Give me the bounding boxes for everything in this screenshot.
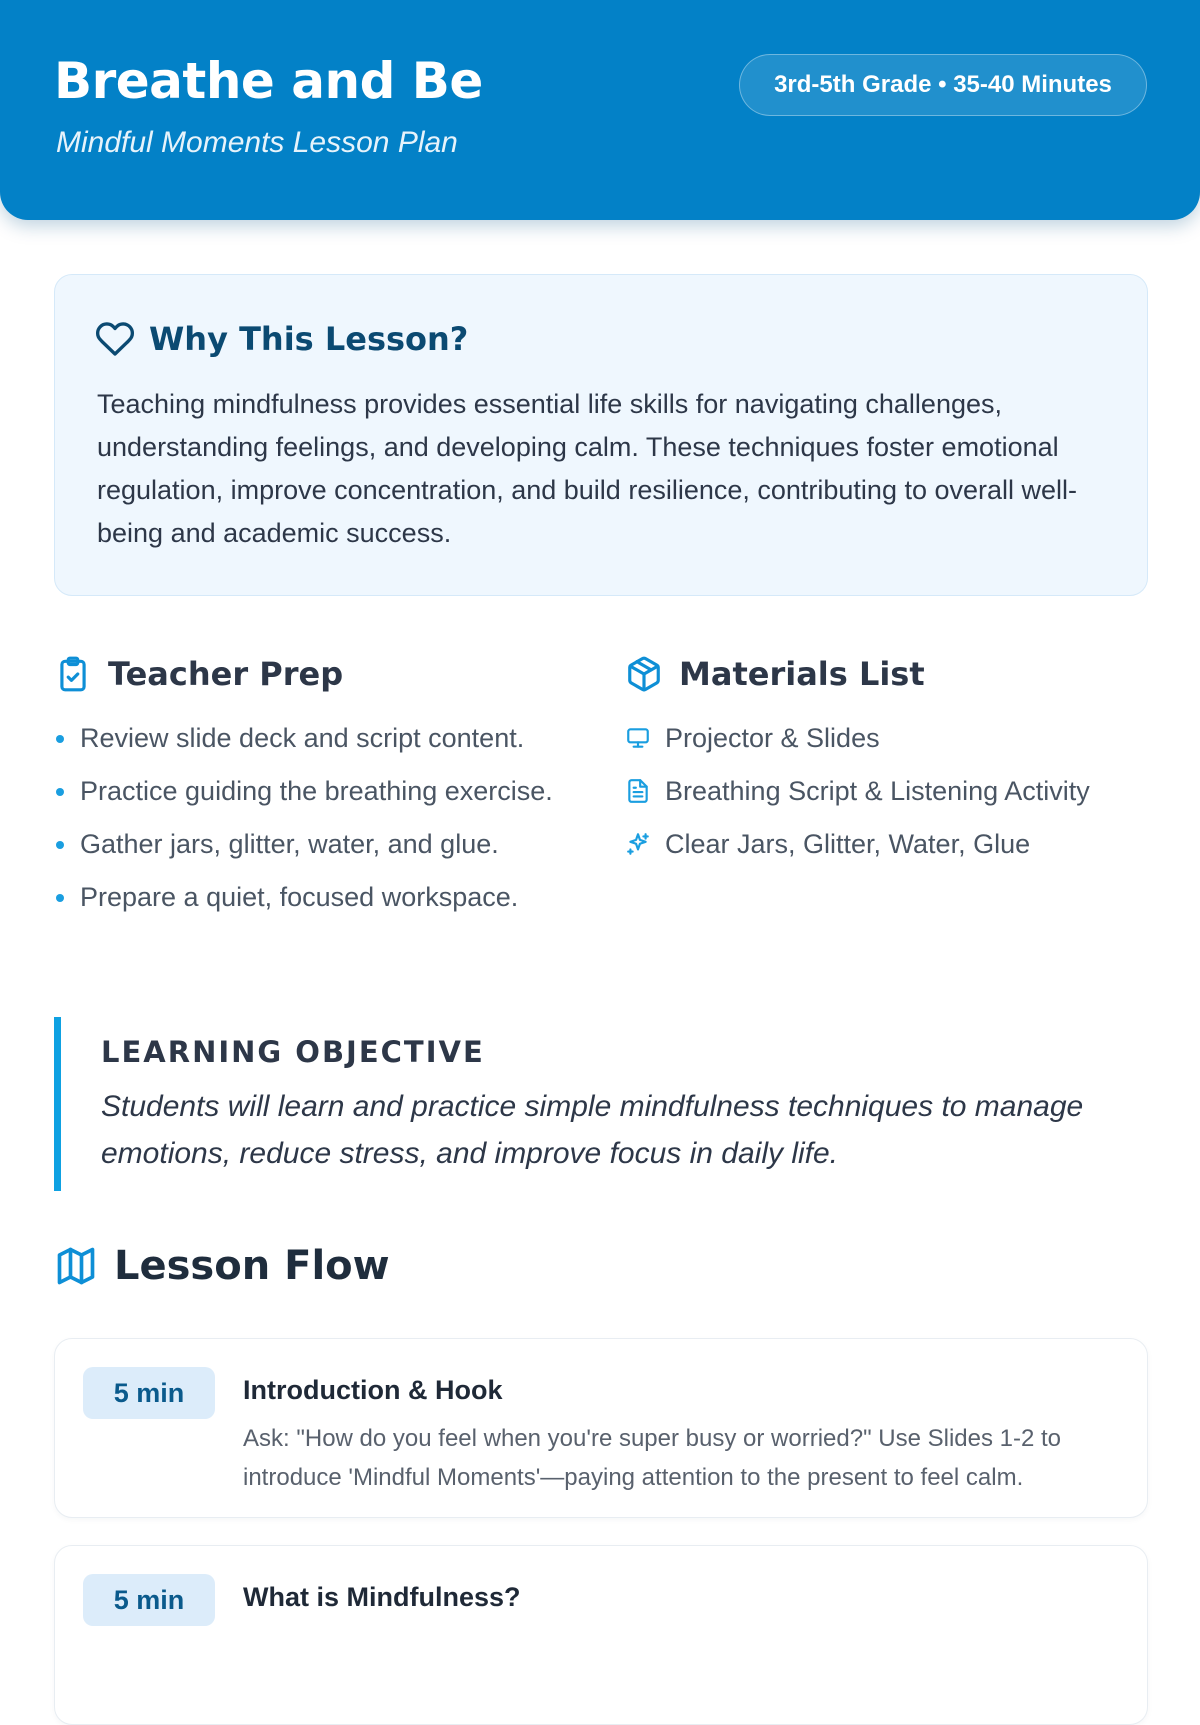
material-item-text: Projector & Slides [665, 722, 880, 753]
package-icon [625, 655, 663, 693]
sparkles-icon [625, 831, 651, 857]
page-subtitle: Mindful Moments Lesson Plan [56, 126, 458, 159]
map-icon [54, 1244, 98, 1288]
teacher-prep-list [54, 718, 574, 917]
lesson-step-card [54, 1545, 1148, 1725]
material-item-text: Clear Jars, Glitter, Water, Glue [665, 828, 1031, 859]
step-title: What is Mindfulness? [243, 1582, 521, 1612]
material-item-text: Breathing Script & Listening Activity [665, 775, 1090, 806]
why-lesson-header [95, 319, 468, 359]
prep-item-text: Prepare a quiet, focused workspace. [80, 882, 519, 912]
why-lesson-body: Teaching mindfulness provides essential life skills for navigating challenges, understanding feelings, and developing calm. These techniques foster emotional regulation, improve concentration, and build resilience, contributing to overall well-being and academic success. [97, 389, 1078, 548]
materials-section [625, 650, 1185, 877]
clipboard-check-icon [54, 655, 92, 693]
list-item [625, 824, 1185, 864]
step-title: Introduction & Hook [243, 1375, 503, 1405]
lesson-flow-header [54, 1243, 390, 1289]
why-lesson-title: Why This Lesson? [149, 320, 469, 358]
grade-duration-badge: 3rd-5th Grade • 35-40 Minutes [739, 54, 1147, 116]
list-item [54, 824, 574, 864]
page-header [0, 0, 1200, 220]
why-lesson-card [54, 274, 1148, 596]
learning-objective-callout [54, 1017, 1148, 1191]
materials-list [625, 718, 1185, 864]
list-item [54, 771, 574, 811]
objective-label: LEARNING OBJECTIVE [101, 1035, 485, 1069]
prep-item-text: Review slide deck and script content. [80, 723, 525, 753]
lesson-step-card [54, 1338, 1148, 1518]
list-item [54, 718, 574, 758]
list-item [625, 718, 1185, 758]
objective-text: Students will learn and practice simple mindfulness techniques to manage emotions, reduce stress, and improve focus in daily life. [101, 1090, 1084, 1170]
step-description: Ask: "How do you feel when you're super busy or worried?" Use Slides 1-2 to introduce 'Mindful Moments'—paying attention to the present to feel calm. [243, 1425, 1062, 1491]
page-title: Breathe and Be [54, 52, 483, 110]
materials-header [625, 650, 1185, 698]
bullet-dot [56, 894, 64, 902]
list-item [54, 877, 574, 917]
teacher-prep-title: Teacher Prep [108, 655, 344, 693]
bullet-dot [56, 841, 64, 849]
teacher-prep-section [54, 650, 574, 930]
document-icon [625, 778, 651, 804]
materials-title: Materials List [679, 655, 925, 693]
list-item [625, 771, 1185, 811]
lesson-flow-title: Lesson Flow [114, 1243, 390, 1289]
prep-item-text: Practice guiding the breathing exercise. [80, 776, 553, 806]
prep-item-text: Gather jars, glitter, water, and glue. [80, 829, 499, 859]
teacher-prep-header [54, 650, 574, 698]
bullet-dot [56, 735, 64, 743]
heart-icon [95, 319, 135, 359]
bullet-dot [56, 788, 64, 796]
monitor-icon [625, 725, 651, 751]
step-duration-badge: 5 min [83, 1367, 215, 1419]
step-duration-badge: 5 min [83, 1574, 215, 1626]
